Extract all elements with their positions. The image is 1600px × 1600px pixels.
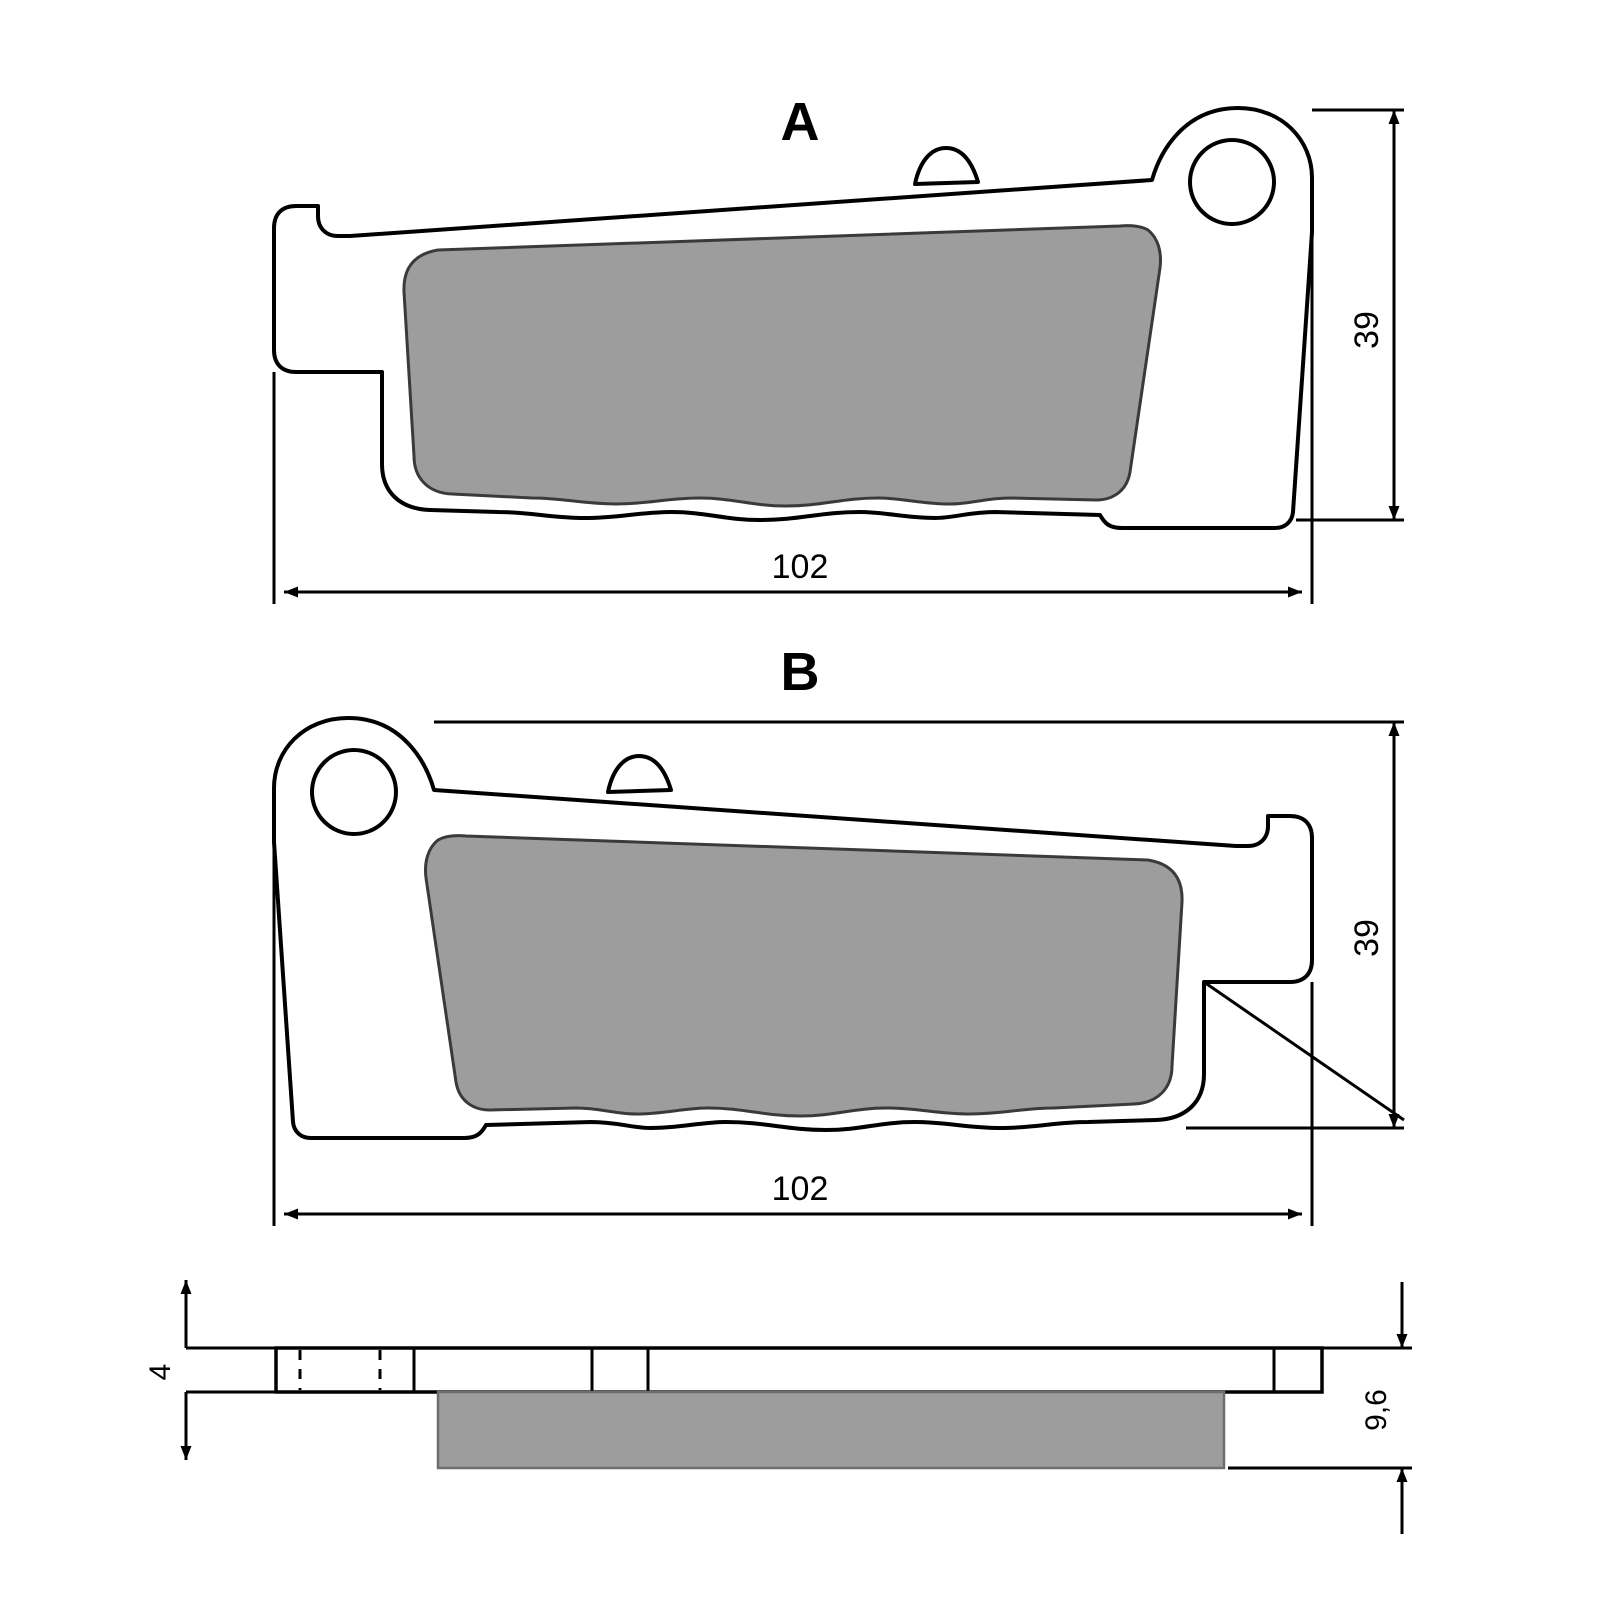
view-a-group [274,92,1404,604]
view-b-label: B [780,642,820,702]
dim-plate-thickness [144,1280,276,1460]
view-b-group [274,642,1404,1226]
view-side-section-group [144,1280,1412,1534]
dim-a-height-value: 39 [1348,311,1386,349]
pad-b-top-notch [608,756,671,792]
backing-plate-profile [276,1348,1322,1392]
pad-a-friction-material [404,226,1161,506]
pad-a-top-notch [915,148,978,184]
dim-b-length-value: 102 [771,1170,829,1208]
dim-total-thickness [1228,1282,1412,1534]
pad-b-mount-hole [312,750,396,834]
dim-total-thickness-value: 9,6 [1360,1389,1393,1431]
pad-b-friction-material [426,836,1183,1116]
view-a-label: A [780,92,820,152]
dim-a-length-value: 102 [771,548,829,586]
friction-block-profile [438,1392,1224,1468]
dim-plate-thickness-value: 4 [144,1363,177,1381]
dim-b-height-value: 39 [1348,919,1386,957]
pad-a-mount-hole [1190,140,1274,224]
